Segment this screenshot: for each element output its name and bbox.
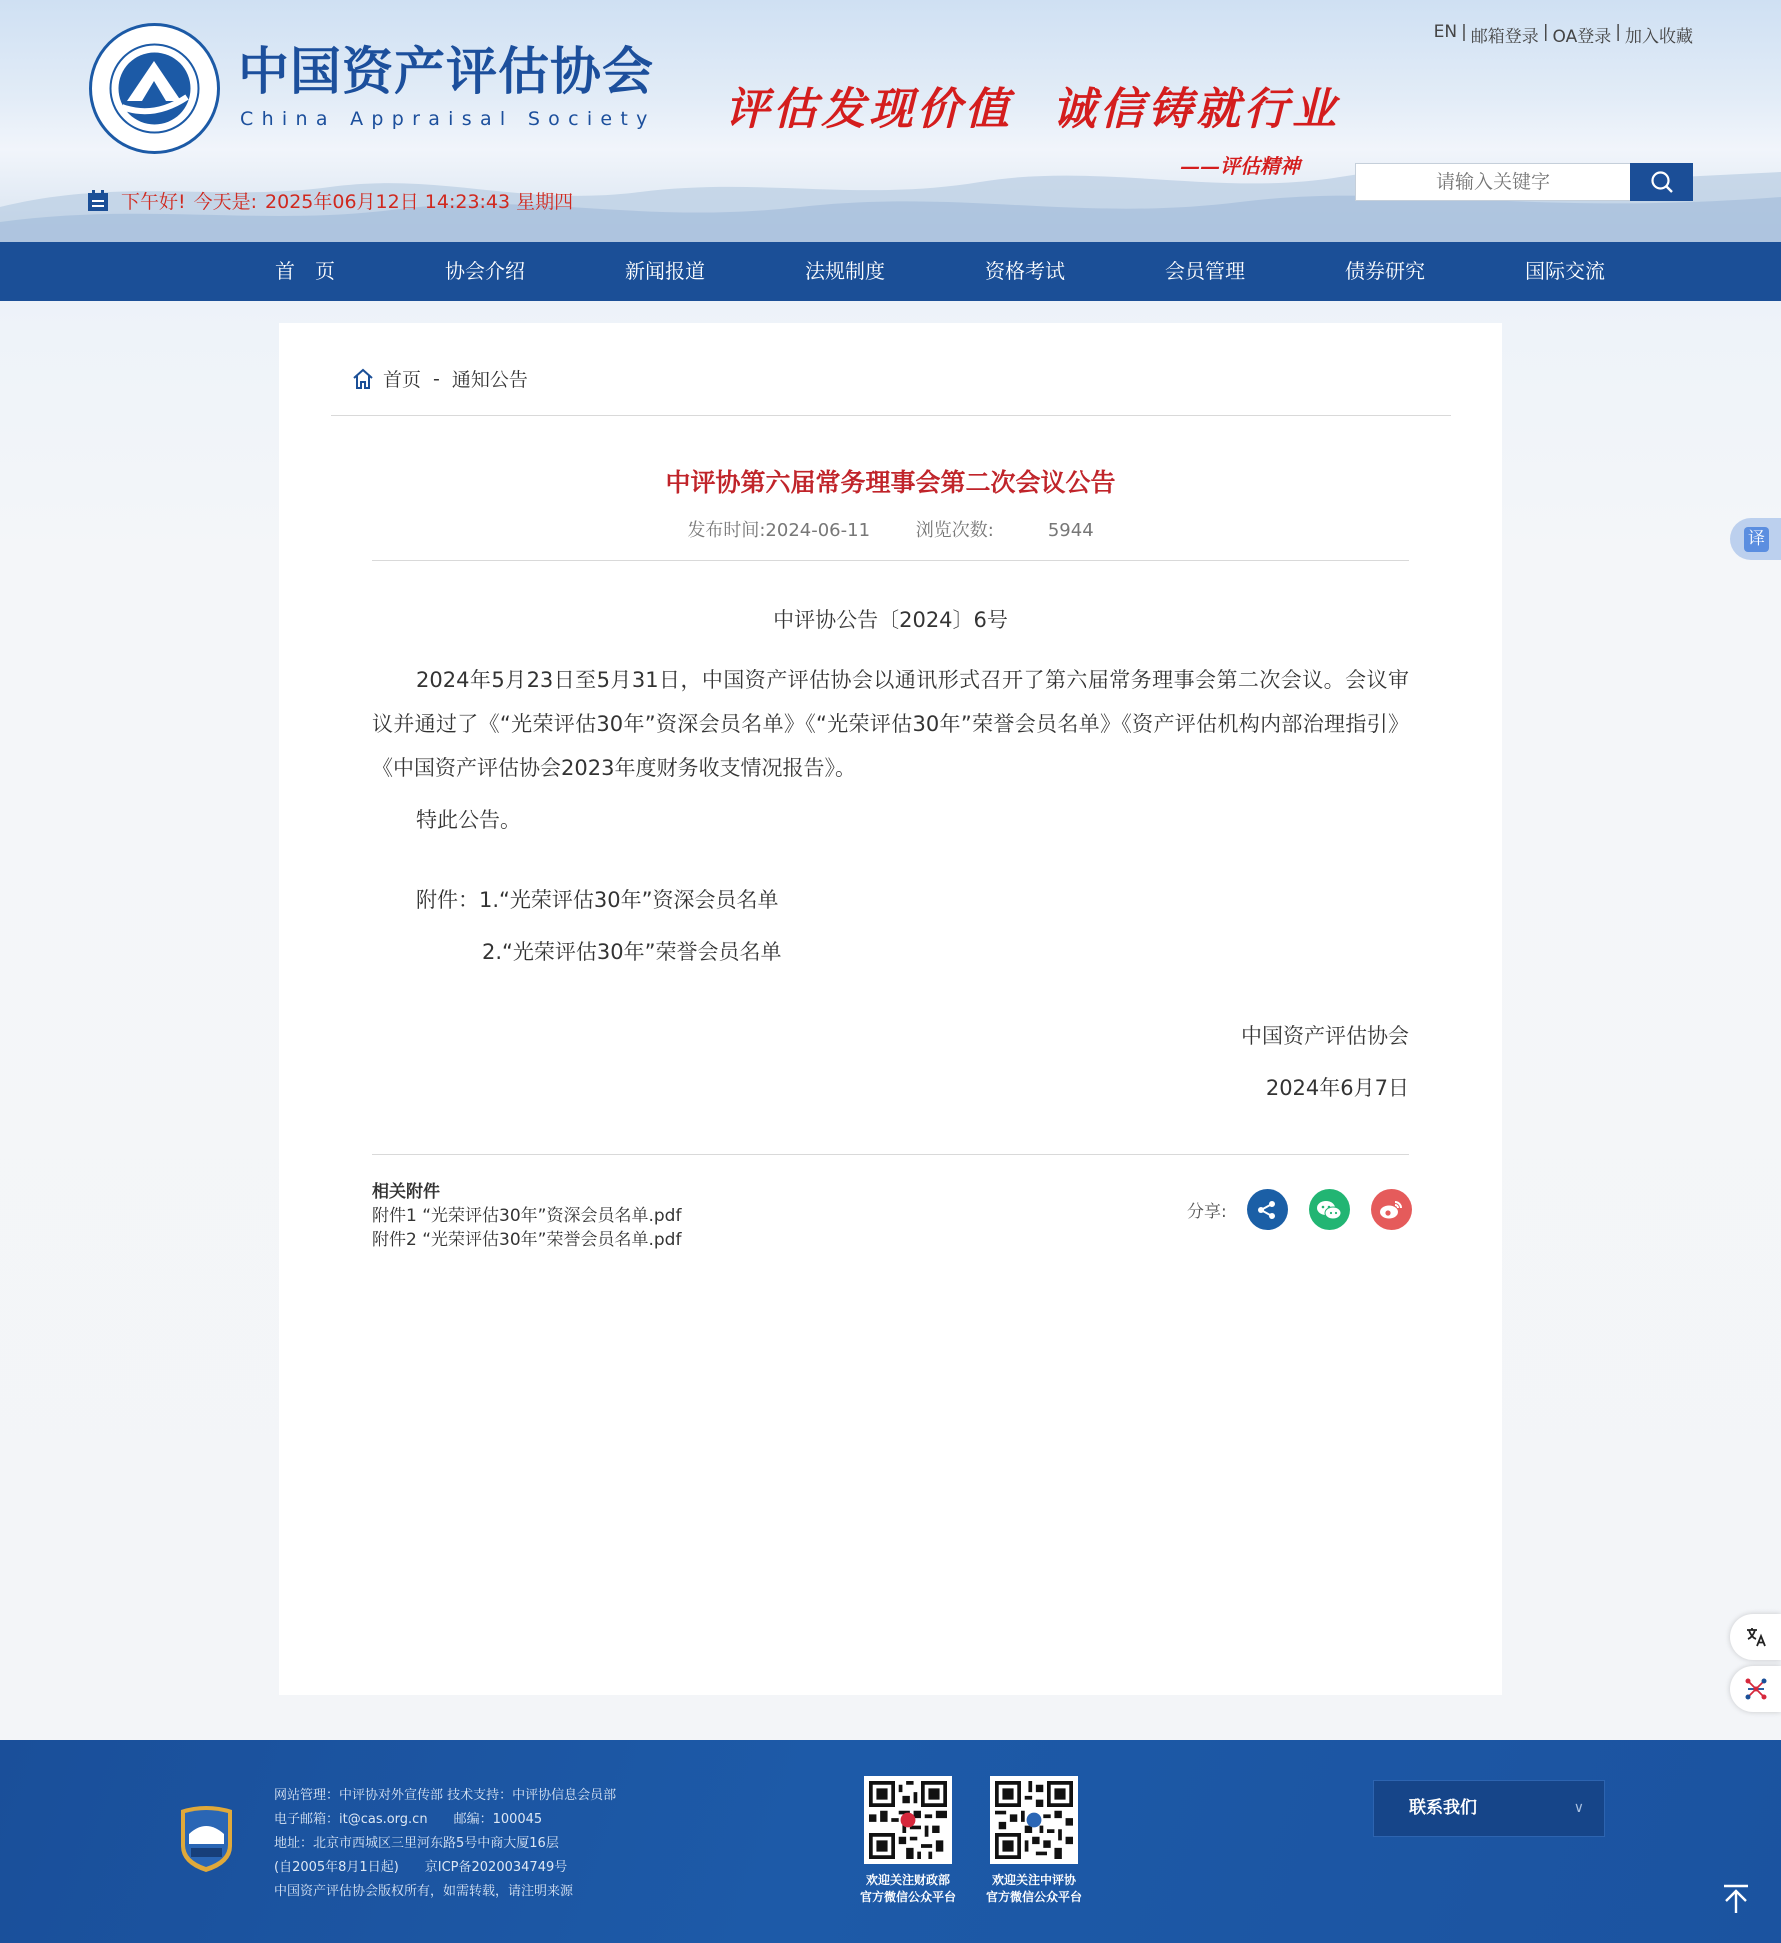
footer-info	[274, 1784, 616, 1904]
article-title: 中评协第六届常务理事会第二次会议公告	[665, 468, 1116, 497]
share-icon[interactable]	[1247, 1189, 1288, 1230]
content-card	[279, 323, 1502, 1695]
link-separator: |	[1615, 22, 1621, 42]
header	[0, 0, 1781, 242]
qr-code-mof	[864, 1776, 952, 1864]
nav-regulations[interactable]: 法规制度	[805, 259, 885, 283]
footer-info-line: (自2005年8月1日起) 京ICP备2020034749号	[274, 1860, 568, 1875]
network-button[interactable]	[1730, 1666, 1781, 1712]
article-body	[372, 598, 1409, 1110]
qr-caption-line: 官方微信公众平台	[985, 1890, 1082, 1904]
qr-code-icon	[995, 1781, 1073, 1859]
link-mail-login[interactable]: 邮箱登录	[1470, 27, 1539, 47]
nav-members[interactable]: 会员管理	[1165, 259, 1245, 283]
contact-us-dropdown[interactable]	[1373, 1780, 1605, 1837]
weibo-icon[interactable]	[1371, 1189, 1412, 1230]
views-label: 浏览次数:	[915, 520, 994, 541]
search-button[interactable]	[1630, 163, 1693, 201]
qr-caption-cas	[974, 1872, 1094, 1906]
publish-label: 发布时间:	[687, 520, 766, 541]
nav-bond-research[interactable]: 债券研究	[1345, 259, 1425, 283]
logo-chinese-name: 中国资产评估协会	[238, 42, 655, 102]
greeting: 下午好!	[121, 191, 186, 213]
footer-info-line: 网站管理：中评协对外宣传部 技术支持：中评协信息会员部	[274, 1788, 617, 1803]
search-icon	[1650, 170, 1674, 194]
back-to-top-icon[interactable]	[1718, 1880, 1754, 1916]
link-oa-login[interactable]: OA登录	[1552, 27, 1612, 47]
footer-info-line: 中国资产评估协会版权所有，如需转载，请注明来源	[274, 1884, 574, 1899]
qr-caption-line: 官方微信公众平台	[859, 1890, 956, 1904]
translate-button[interactable]	[1730, 1614, 1781, 1660]
nav-news[interactable]: 新闻报道	[625, 259, 705, 283]
link-separator: |	[1461, 22, 1467, 42]
article-paragraph: 2024年5月23日至5月31日，中国资产评估协会以通讯形式召开了第六届常务理事会第二次会议。会议审议并通过了《“光荣评估30年”资深会员名单》《“光荣评估30年”荣誉会员名单》《资产评估机构内部治理指引》《中国资产评估协会2023年度财务收支情况报告》。	[372, 668, 1409, 780]
views-info	[916, 520, 1094, 541]
wechat-icon[interactable]	[1309, 1189, 1350, 1230]
divider	[372, 1154, 1409, 1155]
footer-info-line: 电子邮箱：it@cas.org.cn 邮编：100045	[274, 1812, 543, 1827]
link-add-favorite[interactable]: 加入收藏	[1625, 27, 1693, 47]
footer	[0, 1740, 1781, 1943]
slogan-right: 诚信铸就行业	[1052, 84, 1340, 135]
doc-number: 中评协公告〔2024〕6号	[773, 608, 1008, 632]
file-link-1[interactable]: 附件1 “光荣评估30年”资深会员名单.pdf	[372, 1206, 682, 1226]
breadcrumb-home[interactable]: 首页	[383, 369, 422, 391]
network-icon	[1744, 1677, 1768, 1701]
publish-date: 2024-06-11	[765, 520, 871, 541]
main-nav	[0, 242, 1781, 301]
file-link-2[interactable]: 附件2 “光荣评估30年”荣誉会员名单.pdf	[372, 1230, 682, 1250]
chevron-down-icon: ∨	[1573, 1800, 1584, 1816]
qr-caption-line: 欢迎关注财政部	[865, 1873, 950, 1887]
link-en[interactable]: EN	[1433, 22, 1458, 42]
share-label: 分享:	[1187, 1202, 1227, 1222]
article-meta	[279, 516, 1502, 542]
breadcrumb-current[interactable]: 通知公告	[451, 369, 528, 391]
nav-home[interactable]: 首 页	[275, 259, 335, 283]
slogan-subtitle: ——评估精神	[1180, 154, 1300, 178]
logo-english-name: China Appraisal Society	[240, 108, 656, 130]
top-links	[1434, 22, 1693, 47]
date-line	[87, 187, 581, 214]
weibo-glyph-icon	[1378, 1199, 1404, 1221]
nav-international[interactable]: 国际交流	[1525, 259, 1605, 283]
calendar-icon	[87, 190, 109, 212]
divider	[372, 560, 1409, 561]
divider	[331, 415, 1451, 416]
breadcrumb	[351, 365, 528, 392]
translate-tab-label: 译	[1744, 527, 1769, 552]
search-input[interactable]	[1355, 163, 1630, 201]
search-box	[1355, 163, 1693, 201]
attachment-line-1: 附件：1.“光荣评估30年”资深会员名单	[416, 888, 779, 912]
sign-date: 2024年6月7日	[1265, 1076, 1409, 1100]
current-datetime: 2025年06月12日 14:23:43 星期四	[265, 191, 574, 213]
translate-tab[interactable]	[1730, 518, 1781, 560]
closing-line: 特此公告。	[416, 808, 521, 832]
related-files-heading: 相关附件	[372, 1182, 440, 1202]
footer-info-line: 地址：北京市西城区三里河东路5号中商大厦16层	[274, 1836, 559, 1851]
signature: 中国资产评估协会	[1241, 1024, 1409, 1048]
emblem-icon	[178, 1804, 235, 1874]
link-separator: |	[1542, 22, 1549, 42]
breadcrumb-separator: -	[433, 367, 440, 390]
home-icon	[351, 367, 375, 391]
date-prefix: 今天是:	[193, 191, 258, 213]
slogan-left: 评估发现价值	[725, 84, 1013, 135]
share-bar	[1187, 1189, 1433, 1230]
qr-code-icon	[869, 1781, 947, 1859]
contact-us-label: 联系我们	[1409, 1798, 1477, 1818]
nav-about[interactable]: 协会介绍	[445, 259, 525, 283]
qr-caption-mof	[848, 1872, 968, 1906]
wechat-glyph-icon	[1316, 1199, 1342, 1221]
nav-exams[interactable]: 资格考试	[985, 259, 1065, 283]
publish-info	[687, 520, 870, 541]
translate-icon	[1744, 1625, 1768, 1649]
views-count: 5944	[1047, 520, 1094, 541]
related-files	[372, 1180, 681, 1252]
share-glyph-icon	[1256, 1199, 1278, 1221]
qr-caption-line: 欢迎关注中评协	[991, 1873, 1076, 1887]
society-logo[interactable]	[87, 21, 222, 156]
attachment-line-2: 2.“光荣评估30年”荣誉会员名单	[482, 940, 782, 964]
qr-code-cas	[990, 1776, 1078, 1864]
